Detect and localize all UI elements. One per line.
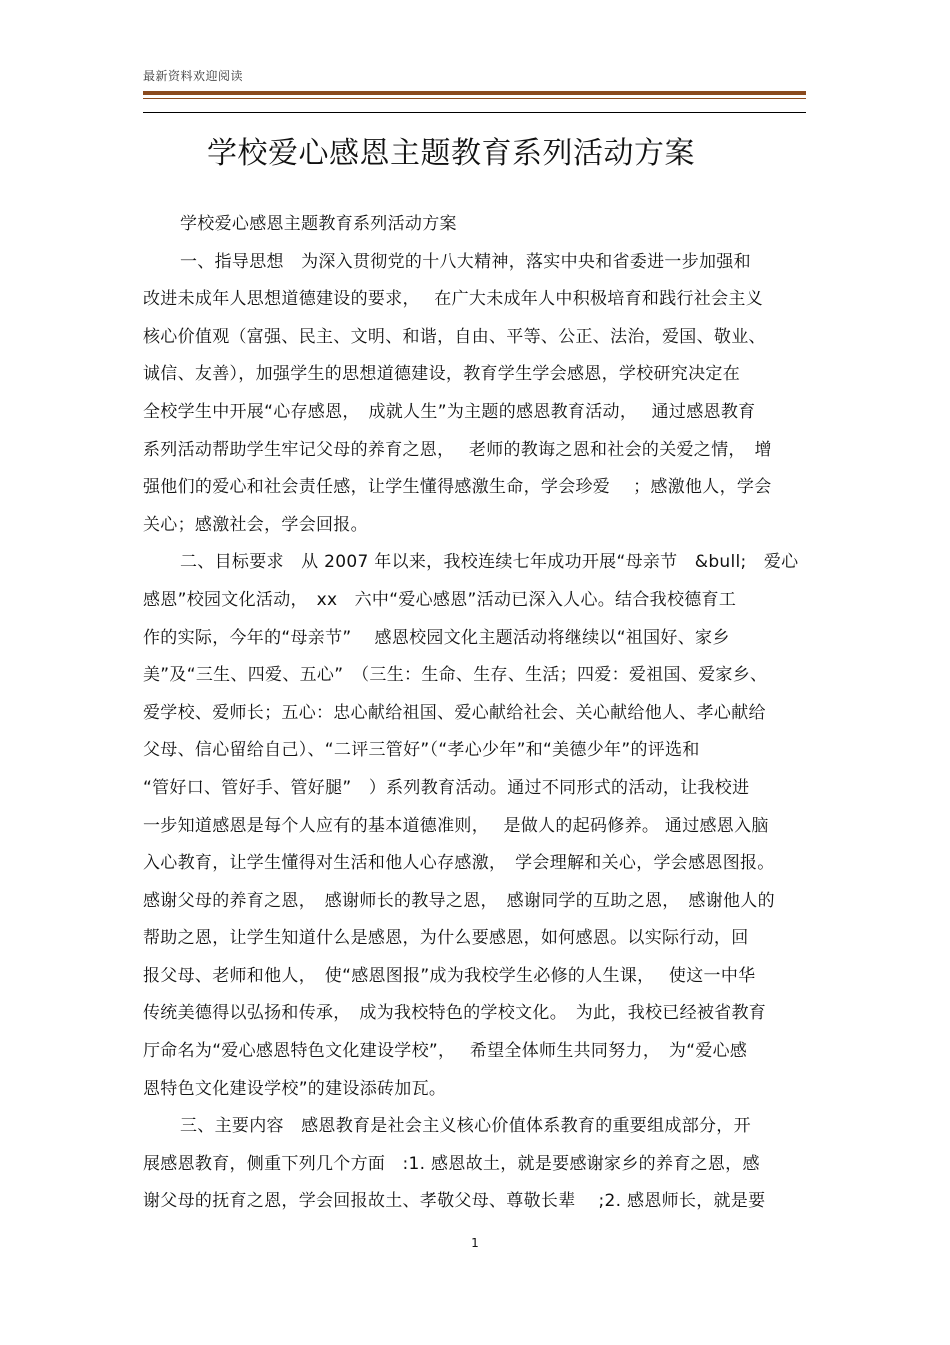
text-line: 二、目标要求 从 2007 年以来，我校连续七年成功开展“母亲节 &bull; 爱心	[180, 552, 799, 573]
text-line: 感恩”校园文化活动， xx 六中“爱心感恩”活动已深入人心。结合我校德育工	[143, 589, 737, 610]
header-rule-thick	[143, 91, 806, 95]
text-line: 一、指导思想 为深入贯彻党的十八大精神，落实中央和省委进一步加强和	[180, 251, 751, 272]
document-title: 学校爱心感恩主题教育系列活动方案	[207, 136, 695, 171]
text-line: 感谢父母的养育之恩， 感谢师长的教导之恩， 感谢同学的互助之恩， 感谢他人的	[143, 890, 775, 911]
text-line: 爱学校、爱师长；五心：忠心献给祖国、爱心献给社会、关心献给他人、孝心献给	[143, 702, 766, 723]
document-body	[143, 206, 808, 1221]
text-line: 强他们的爱心和社会责任感，让学生懂得感激生命，学会珍爱 ；感激他人，学会	[143, 477, 772, 498]
text-line: 谢父母的抚育之恩，学会回报故土、孝敬父母、尊敬长辈 ;2. 感恩师长，就是要	[143, 1191, 766, 1212]
text-line: 报父母、老师和他人， 使“感恩图报”成为我校学生必修的人生课， 使这一中华	[143, 965, 756, 986]
text-line: 展感恩教育，侧重下列几个方面 :1. 感恩故土，就是要感谢家乡的养育之恩，感	[143, 1153, 760, 1174]
text-line: 全校学生中开展“心存感恩， 成就人生”为主题的感恩教育活动， 通过感恩教育	[143, 401, 756, 422]
running-header: 最新资料欢迎阅读	[143, 69, 244, 83]
text-line: 父母、信心留给自己）、“二评三管好”（“孝心少年”和“美德少年”的评选和	[143, 740, 700, 761]
text-line: 学校爱心感恩主题教育系列活动方案	[180, 214, 457, 234]
text-line: 系列活动帮助学生牢记父母的养育之恩， 老师的教诲之恩和社会的关爱之情， 增	[143, 439, 772, 460]
header-rule-black	[143, 112, 806, 113]
text-line: 美”及“三生、四爱、五心” （三生：生命、生存、生活；四爱：爱祖国、爱家乡、	[143, 665, 768, 686]
text-line: 传统美德得以弘扬和传承， 成为我校特色的学校文化。 为此，我校已经被省教育	[143, 1003, 767, 1024]
page-number: 1	[471, 1236, 479, 1250]
text-line: 关心；感激社会，学会回报。	[143, 514, 368, 535]
text-line: 厅命名为“爱心感恩特色文化建设学校”， 希望全体师生共同努力， 为“爱心感	[143, 1041, 748, 1062]
text-line: 恩特色文化建设学校”的建设添砖加瓦。	[143, 1078, 447, 1099]
text-line: 帮助之恩，让学生知道什么是感恩，为什么要感恩，如何感恩。以实际行动，回	[143, 928, 749, 949]
text-line: 核心价值观（富强、民主、文明、和谐，自由、平等、公正、法治，爱国、敬业、	[143, 326, 766, 347]
text-line: “管好口、管好手、管好腿” ）系列教育活动。通过不同形式的活动，让我校进	[143, 777, 750, 798]
text-line: 入心教育，让学生懂得对生活和他人心存感激， 学会理解和关心，学会感恩图报。	[143, 853, 775, 874]
header-rule-thin	[143, 98, 806, 99]
text-line: 三、主要内容 感恩教育是社会主义核心价值体系教育的重要组成部分，开	[180, 1116, 751, 1137]
text-line: 一步知道感恩是每个人应有的基本道德准则， 是做人的起码修养。 通过感恩入脑	[143, 815, 769, 836]
text-line: 作的实际，今年的“母亲节” 感恩校园文化主题活动将继续以“祖国好、家乡	[143, 627, 730, 648]
text-line: 改进未成年人思想道德建设的要求， 在广大未成年人中积极培育和践行社会主义	[143, 289, 764, 310]
text-line: 诚信、友善），加强学生的思想道德建设，教育学生学会感恩，学校研究决定在	[143, 364, 740, 385]
